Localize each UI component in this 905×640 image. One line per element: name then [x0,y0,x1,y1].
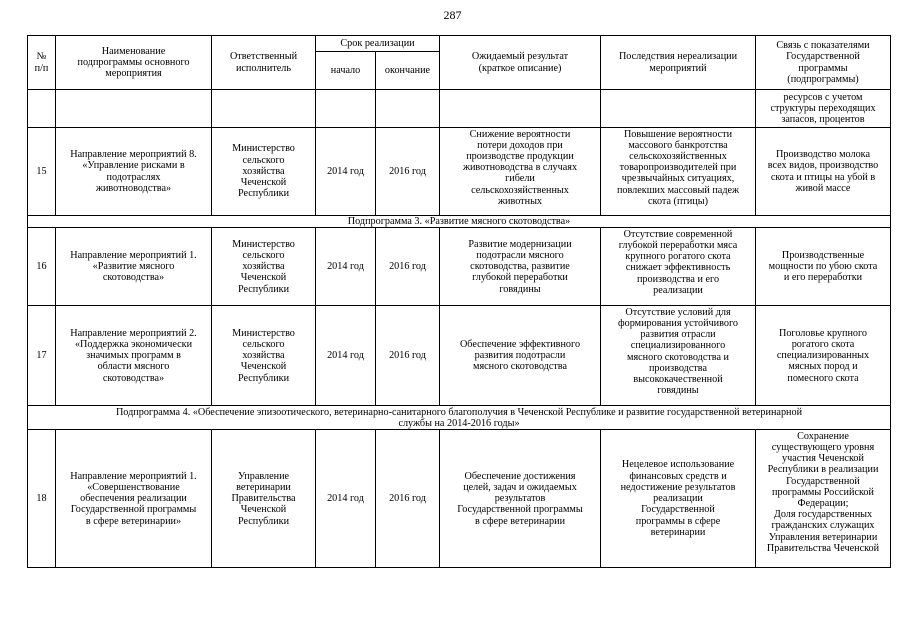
cell-name: Направление мероприятий 1. «Развитие мясного скотоводства» [56,228,212,306]
cell-link: Производство молока всех видов, производство скота и птицы на убой в живой массе [756,128,891,216]
cell-start [316,90,376,128]
cell-name [56,90,212,128]
cell-link: Производственные мощности по убою скота и его переработки [756,228,891,306]
cell-name: Направление мероприятий 8. «Управление рисками в подотраслях животноводства» [56,128,212,216]
header-number: № п/п [28,36,56,90]
cell-responsible: Управление ветеринарии Правительства Чеченской Республики [212,430,316,568]
cell-link: ресурсов с учетом структуры переходящих запасов, процентов [756,90,891,128]
table-row [28,228,891,306]
table-row [28,306,891,406]
cell-link [756,430,891,568]
cell-result-text: Снижение вероятности потери доходов при производстве продукции животноводства в случаях гибели сельскохозяйственных животных [462,128,578,207]
cell-num [28,90,56,128]
program-measures-table [27,35,891,568]
cell-end: 2016 год [376,228,440,306]
cell-start: 2014 год [316,306,376,406]
cell-name: Направление мероприятий 1. «Совершенствование обеспечения реализации Государственной программы в сфере ветеринарии» [56,430,212,568]
cell-consequences-text: Отсутствие условий для формирования устойчивого развития отрасли специализированного мясного скотоводства и производства высококачественной говядины [618,306,738,397]
cell-end [376,90,440,128]
cell-consequences [601,128,756,216]
cell-name: Направление мероприятий 2. «Поддержка экономически значимых программ в области мясного скотоводства» [56,306,212,406]
header-result: Ожидаемый результат (краткое описание) [440,36,601,90]
header-end: окончание [376,52,440,90]
cell-num: 18 [28,430,56,568]
table-header-row [28,36,891,52]
cell-end: 2016 год [376,306,440,406]
header-term: Срок реализации [316,36,440,52]
cell-result: Обеспечение достижения целей, задач и ожидаемых результатов Государственной программы в сфере ветеринарии [440,430,601,568]
cell-responsible: Министерство сельского хозяйства Чеченской Республики [212,228,316,306]
header-name: Наименование подпрограммы основного мероприятия [56,36,212,90]
cell-end: 2016 год [376,430,440,568]
header-consequences: Последствия нереализации мероприятий [601,36,756,90]
cell-result [440,90,601,128]
cell-end: 2016 год [376,128,440,216]
header-responsible: Ответственный исполнитель [212,36,316,90]
subprogram-title: Подпрограмма 3. «Развитие мясного скотоводства» [28,216,891,228]
cell-responsible: Министерство сельского хозяйства Чеченской Республики [212,306,316,406]
cell-result: Обеспечение эффективного развития подотрасли мясного скотоводства [440,306,601,406]
subprogram-row [28,406,891,430]
cell-start: 2014 год [316,430,376,568]
cell-num: 15 [28,128,56,216]
table-row [28,430,891,568]
cell-consequences [601,228,756,306]
cell-start: 2014 год [316,128,376,216]
subprogram-title: Подпрограмма 4. «Обеспечение эпизоотического, ветеринарно-санитарного благополучия в Чеченской Республике и развитие государственной ветеринарной службы на 2014-2016 годы» [28,406,891,430]
page-number: 287 [443,8,462,22]
cell-consequences-text: Повышение вероятности массового банкротства сельскохозяйственных товаропроизводителей при чрезвычайных ситуациях, повлекших массовый падеж скота (птицы) [616,128,740,207]
cell-num: 17 [28,306,56,406]
cell-consequences: Нецелевое использование финансовых средств и недостижение результатов реализации Государственной программы в сфере ветеринарии [601,430,756,568]
subprogram-row [28,216,891,228]
cell-num: 16 [28,228,56,306]
table-row [28,128,891,216]
cell-consequences [601,306,756,406]
cell-link-text: Сохранение существующего уровня участия Чеченской Республики в реализации Государственной программы Российской Федерации; Доля государственных гражданских служащих Управления ветеринарии Правительства Чеченской [766,430,880,554]
cell-link: Поголовье крупного рогатого скота специализированных мясных пород и помесного скота [756,306,891,406]
cell-result: Развитие модернизации подотрасли мясного скотоводства, развитие глубокой переработки говядины [440,228,601,306]
cell-consequences [601,90,756,128]
cell-responsible [212,90,316,128]
cell-start: 2014 год [316,228,376,306]
table-row [28,90,891,128]
cell-consequences-text: Отсутствие современной глубокой переработки мяса крупного рогатого скота снижает эффективность производства и его реализации [618,228,738,296]
cell-result [440,128,601,216]
header-start: начало [316,52,376,90]
header-link: Связь с показателями Государственной программы (подпрограммы) [756,36,891,90]
cell-responsible: Министерство сельского хозяйства Чеченской Республики [212,128,316,216]
